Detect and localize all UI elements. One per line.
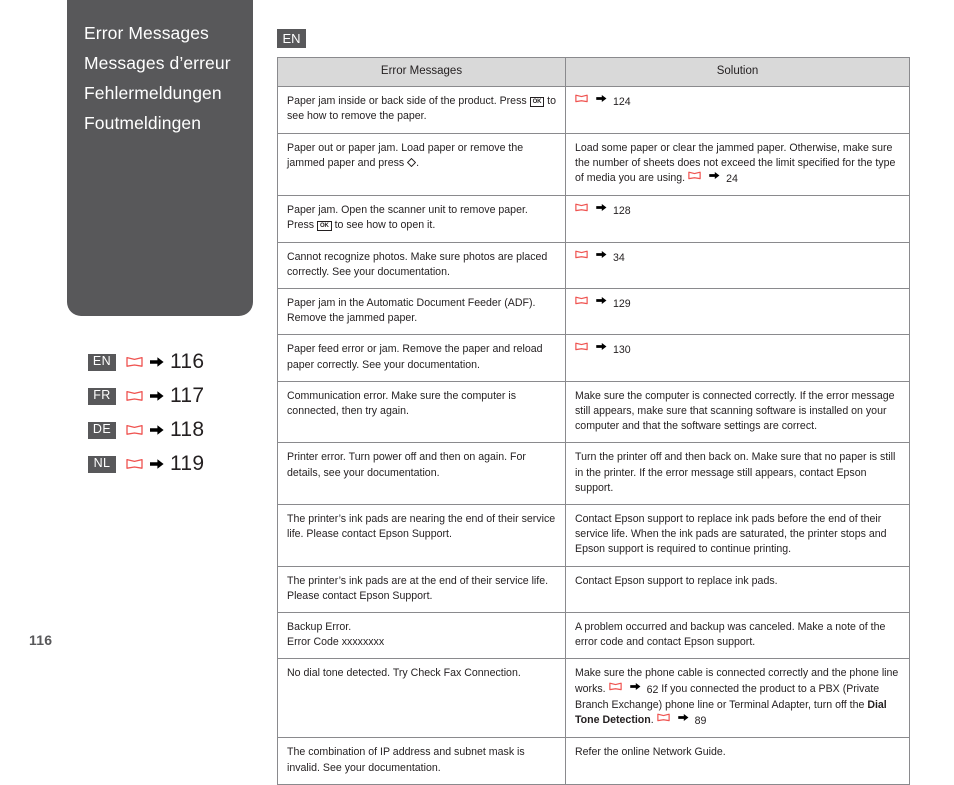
solution-cell xyxy=(566,87,910,133)
language-badge-fr: FR xyxy=(88,388,116,405)
reference-page-number: 129 xyxy=(613,298,631,311)
language-index-row-de[interactable] xyxy=(88,413,268,447)
error-message-cell: Communication error. Make sure the computer is connected, then try again. xyxy=(278,381,566,443)
table-row xyxy=(278,335,910,381)
error-message-cell xyxy=(278,196,566,242)
solution-text-bold: Dial Tone Detection xyxy=(575,698,887,727)
right-arrow-icon xyxy=(150,356,164,368)
section-language-tag: EN xyxy=(277,29,306,48)
language-page-number-en: 116 xyxy=(170,350,205,373)
table-row xyxy=(278,242,910,288)
table-row xyxy=(278,133,910,196)
table-row xyxy=(278,443,910,505)
error-text-pre: Paper jam inside or back side of the product. Press xyxy=(287,95,530,108)
right-arrow-icon xyxy=(630,682,644,694)
error-text-post: to see how to remove the paper. xyxy=(287,95,556,123)
table-row xyxy=(278,659,910,738)
language-badge-de: DE xyxy=(88,422,116,439)
chapter-title-panel xyxy=(67,0,253,316)
page-reference[interactable] xyxy=(609,682,659,698)
error-message-cell: Cannot recognize photos. Make sure photos are placed correctly. See your documentation. xyxy=(278,242,566,288)
language-index-row-fr[interactable] xyxy=(88,379,268,413)
ok-key-icon: OK xyxy=(530,97,545,107)
language-index-row-en[interactable] xyxy=(88,345,268,379)
error-messages-table xyxy=(277,57,910,785)
solution-text-part1: Make sure the phone cable is connected correctly and the phone line works. xyxy=(575,667,899,695)
language-page-number-fr: 117 xyxy=(170,384,205,407)
language-index-list xyxy=(88,345,268,481)
error-message-cell: Printer error. Turn power off and then on again. For details, see your documentation. xyxy=(278,443,566,505)
book-icon xyxy=(575,342,592,354)
language-page-number-nl: 119 xyxy=(170,452,205,475)
right-arrow-icon xyxy=(150,390,164,402)
book-icon xyxy=(575,203,592,215)
right-arrow-icon xyxy=(709,171,723,183)
right-arrow-icon xyxy=(596,203,610,215)
start-key-icon xyxy=(407,158,416,167)
language-index-row-nl[interactable] xyxy=(88,447,268,481)
column-header-error-messages: Error Messages xyxy=(278,58,566,87)
page-reference[interactable] xyxy=(575,250,625,266)
solution-cell: Contact Epson support to replace ink pads. xyxy=(566,566,910,612)
page-reference[interactable] xyxy=(575,94,631,110)
table-row xyxy=(278,738,910,784)
table-row xyxy=(278,87,910,133)
book-icon xyxy=(688,171,705,183)
ok-key-icon: OK xyxy=(317,221,332,231)
language-badge-en: EN xyxy=(88,354,116,371)
error-text-line1: Backup Error. xyxy=(287,621,352,634)
table-row xyxy=(278,289,910,335)
book-icon xyxy=(126,390,143,402)
error-message-cell: No dial tone detected. Try Check Fax Connection. xyxy=(278,659,566,738)
solution-text-part3: . xyxy=(650,714,657,727)
right-arrow-icon xyxy=(150,424,164,436)
reference-page-number: 34 xyxy=(613,251,625,264)
page-reference[interactable] xyxy=(688,171,738,187)
chapter-title-fr: Messages d’erreur xyxy=(84,53,231,73)
right-arrow-icon xyxy=(596,250,610,262)
table-row xyxy=(278,505,910,567)
page-reference[interactable] xyxy=(575,296,631,312)
table-row xyxy=(278,196,910,242)
language-page-number-de: 118 xyxy=(170,418,205,441)
chapter-title-en: Error Messages xyxy=(84,23,209,43)
table-row xyxy=(278,381,910,443)
solution-cell xyxy=(566,133,910,196)
solution-cell: Contact Epson support to replace ink pads before the end of their service life. When the ink pads are saturated, the printer stops and Epson support is required to continue printing. xyxy=(566,505,910,567)
book-icon xyxy=(575,296,592,308)
error-message-cell: Paper feed error or jam. Remove the paper and reload paper correctly. See your documentation. xyxy=(278,335,566,381)
reference-page-number: 24 xyxy=(726,173,738,186)
reference-page-number: 130 xyxy=(613,344,631,357)
page-reference[interactable] xyxy=(657,713,707,729)
error-message-cell xyxy=(278,613,566,659)
error-text-pre: Paper out or paper jam. Load paper or remove the jammed paper and press xyxy=(287,141,524,169)
book-icon xyxy=(575,94,592,106)
solution-text-part2: If you connected the product to a PBX (Private Branch Exchange) phone line or Terminal Adapter, turn off the xyxy=(575,682,880,711)
table-row xyxy=(278,566,910,612)
book-icon xyxy=(126,356,143,368)
language-badge-nl: NL xyxy=(88,456,116,473)
solution-cell: Turn the printer off and then back on. Make sure that no paper is still in the printer. If the error message still appears, contact Epson support. xyxy=(566,443,910,505)
error-message-cell: Paper jam in the Automatic Document Feeder (ADF). Remove the jammed paper. xyxy=(278,289,566,335)
solution-cell xyxy=(566,659,910,738)
error-text-post: to see how to open it. xyxy=(331,219,436,232)
page-reference[interactable] xyxy=(575,203,631,219)
solution-cell: A problem occurred and backup was canceled. Make a note of the error code and contact Epson support. xyxy=(566,613,910,659)
table-header-row xyxy=(278,58,910,87)
error-message-cell xyxy=(278,87,566,133)
solution-cell xyxy=(566,242,910,288)
reference-page-number: 62 xyxy=(646,683,659,696)
solution-cell xyxy=(566,335,910,381)
error-message-cell: The printer’s ink pads are nearing the end of their service life. Please contact Epson Support. xyxy=(278,505,566,567)
right-arrow-icon xyxy=(596,94,610,106)
solution-cell xyxy=(566,289,910,335)
error-text-pre: Paper jam. Open the scanner unit to remove paper. Press xyxy=(287,204,528,232)
table-row xyxy=(278,613,910,659)
solution-cell: Refer the online Network Guide. xyxy=(566,738,910,784)
column-header-solution: Solution xyxy=(566,58,910,87)
page-reference[interactable] xyxy=(575,342,631,358)
page-number-folio: 116 xyxy=(29,632,53,648)
book-icon xyxy=(657,713,674,725)
right-arrow-icon xyxy=(678,713,692,725)
error-text-line2: Error Code xxxxxxxx xyxy=(287,636,385,649)
solution-cell: Make sure the computer is connected correctly. If the error message still appears, make sure that scanning software is installed on your computer and that the software settings are correct. xyxy=(566,381,910,443)
right-arrow-icon xyxy=(596,342,610,354)
right-arrow-icon xyxy=(150,458,164,470)
error-text-post: . xyxy=(416,156,420,169)
error-message-cell: The printer’s ink pads are at the end of their service life. Please contact Epson Support. xyxy=(278,566,566,612)
reference-page-number: 89 xyxy=(694,715,707,728)
error-message-cell xyxy=(278,133,566,196)
solution-text: Load some paper or clear the jammed paper. Otherwise, make sure the number of sheets does not exceed the limit specified for the type of media you are using. xyxy=(575,141,896,185)
reference-page-number: 124 xyxy=(613,96,631,109)
book-icon xyxy=(575,250,592,262)
book-icon xyxy=(609,682,626,694)
error-message-cell: The combination of IP address and subnet mask is invalid. See your documentation. xyxy=(278,738,566,784)
chapter-title-de: Fehlermeldungen xyxy=(84,83,222,103)
right-arrow-icon xyxy=(596,296,610,308)
book-icon xyxy=(126,424,143,436)
solution-cell xyxy=(566,196,910,242)
chapter-title-nl: Foutmeldingen xyxy=(84,113,202,133)
reference-page-number: 128 xyxy=(613,205,631,218)
book-icon xyxy=(126,458,143,470)
